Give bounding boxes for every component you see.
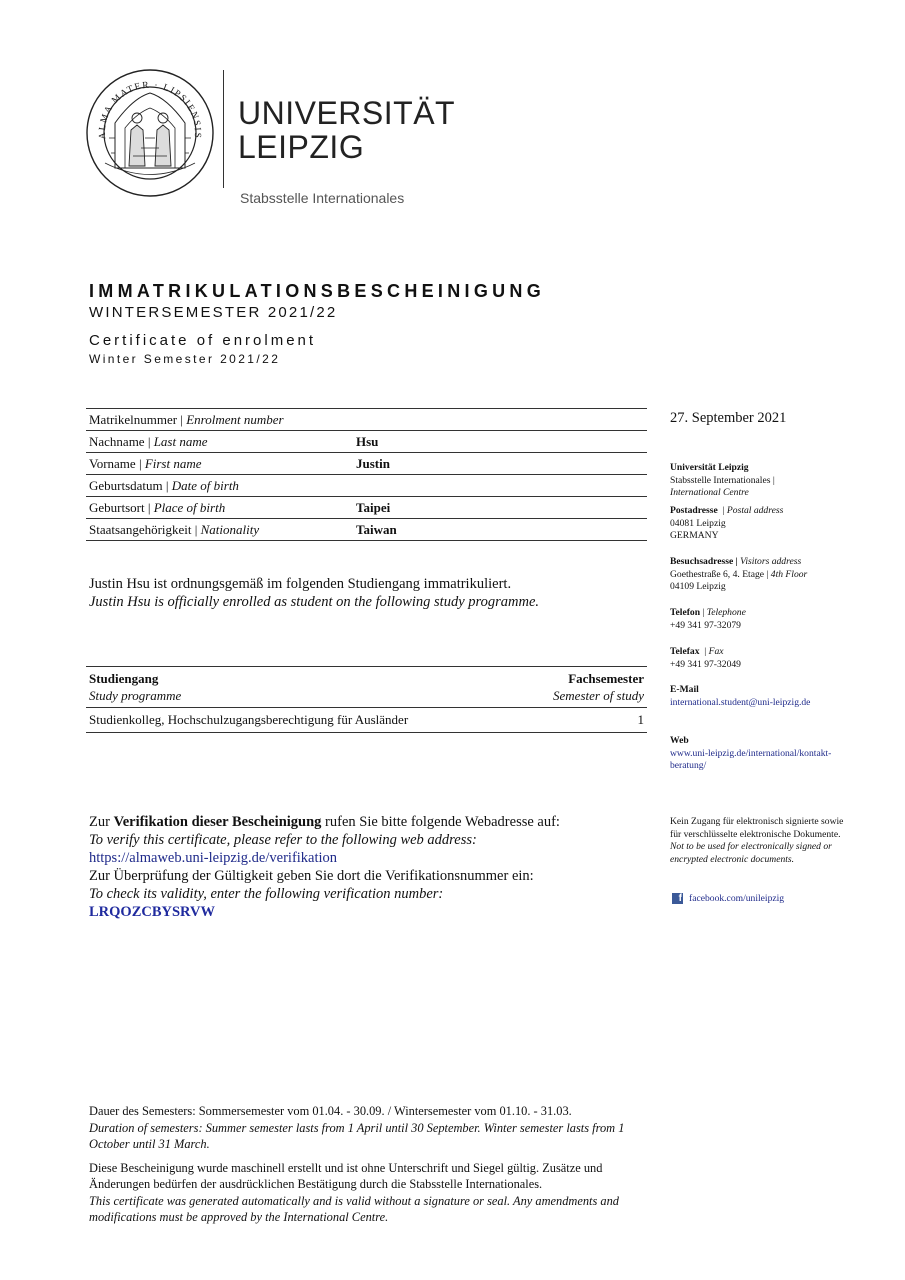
electronic-notice: Kein Zugang für elektronisch signierte sowie für verschlüsselte elektronische Dokumente. Not to be used for electronically signed or encrypted electronic documents.: [670, 816, 844, 865]
footer-notes: [89, 1103, 649, 1226]
study-programme-table: [86, 666, 647, 733]
statement-en: Justin Hsu is officially enrolled as student on the following study programme.: [89, 594, 540, 610]
row-label: Geburtsdatum | Date of birth: [89, 478, 239, 493]
nationality-value: Taiwan: [356, 522, 397, 537]
web-link[interactable]: www.uni-leipzig.de/international/kontakt- beratung/: [670, 747, 832, 772]
table-row: [86, 409, 647, 431]
department-name: Stabsstelle Internationales: [240, 190, 405, 206]
table-row: [86, 497, 647, 519]
table-row: [86, 708, 647, 733]
first-name-value: Justin: [356, 456, 390, 471]
org-contact: Universität Leipzig Stabsstelle Internationales | International Centre: [670, 462, 775, 499]
semester-duration-de: Dauer des Semesters: Sommersemester vom 01.04. - 30.09. / Wintersemester vom 01.10. - 31.03.: [89, 1104, 572, 1118]
verification-line-de: Zur Verifikation dieser Bescheinigung rufen Sie bitte folgende Webadresse auf:: [89, 814, 560, 830]
validity-notice-en: This certificate was generated automatically and is valid without a signature or seal. Any amendments and modifications must be approved by the International Centre.: [89, 1193, 619, 1224]
fax-contact: Telefax | Fax +49 341 97-32049: [670, 646, 741, 670]
facebook-link[interactable]: facebook.com/unileipzig: [689, 893, 785, 904]
verification-url-link[interactable]: https://almaweb.uni-leipzig.de/verifikation: [89, 850, 338, 866]
verification-line-en: To verify this certificate, please refer to the following web address:: [89, 832, 477, 848]
place-of-birth-value: Taipei: [356, 500, 391, 515]
row-label: Staatsangehörigkeit | Nationality: [89, 522, 260, 537]
issue-date: 27. September 2021: [670, 410, 787, 426]
postal-address: Postadresse | Postal address 04081 Leipzig GERMANY: [670, 505, 784, 542]
university-name-line1: UNIVERSITÄT: [238, 95, 456, 131]
row-label: Matrikelnummer | Enrolment number: [89, 412, 284, 427]
personal-data-table: [86, 408, 647, 541]
email-contact: E-Mail international.student@uni-leipzig.de: [670, 684, 870, 709]
col-programme-en: Study programme: [89, 688, 182, 703]
verification-code: LRQOZCBYSRVW: [89, 904, 215, 920]
table-header: [86, 667, 647, 708]
table-row: [86, 431, 647, 453]
statement-de: Justin Hsu ist ordnungsgemäß im folgenden Studiengang immatrikuliert.: [89, 576, 512, 592]
row-label: Geburtsort | Place of birth: [89, 500, 226, 515]
visitors-address: Besuchsadresse | Visitors address Goethestraße 6, 4. Etage | 4th Floor 04109 Leipzig: [670, 556, 808, 593]
table-row: [86, 475, 647, 497]
table-row: [86, 519, 647, 541]
verification-block: [89, 813, 560, 921]
header-divider: [223, 70, 224, 188]
facebook-icon[interactable]: f: [672, 893, 683, 904]
last-name-value: Hsu: [356, 434, 379, 449]
semester-duration-en: Duration of semesters: Summer semester lasts from 1 April until 30 September. Winter semester lasts from 1 October until 31 March.: [89, 1120, 625, 1151]
row-label: Nachname | Last name: [89, 434, 208, 449]
enrolment-statement: [89, 575, 539, 611]
table-row: [86, 453, 647, 475]
col-semester-en: Semester of study: [553, 688, 644, 703]
row-label: Vorname | First name: [89, 456, 202, 471]
phone-contact: Telefon | Telephone +49 341 97-32079: [670, 607, 746, 631]
university-seal-logo: [85, 68, 215, 198]
email-link[interactable]: international.student@uni-leipzig.de: [670, 696, 811, 708]
document-title-en: Certificate of enrolment: [89, 332, 317, 349]
validity-notice-de: Diese Bescheinigung wurde maschinell erstellt und ist ohne Unterschrift und Siegel gültig. Zusätze und Änderungen bedürfen der ausdrücklichen Bestätigung durch die Stabsstelle Internationales.: [89, 1160, 603, 1191]
programme-value: Studienkolleg, Hochschulzugangsberechtigung für Ausländer: [89, 712, 409, 727]
semester-en: Winter Semester 2021/22: [89, 352, 281, 366]
col-programme-de: Studiengang: [89, 671, 159, 686]
svg-text:ALMA MATER · LIPSIENSIS: ALMA MATER · LIPSIENSIS: [97, 80, 203, 140]
col-semester-de: Fachsemester: [568, 671, 644, 686]
validity-line-de: Zur Überprüfung der Gültigkeit geben Sie dort die Verifikationsnummer ein:: [89, 868, 534, 884]
university-name-line2: LEIPZIG: [238, 129, 365, 165]
semester-value: 1: [637, 712, 644, 727]
document-title-de: IMMATRIKULATIONSBESCHEINIGUNG: [89, 281, 546, 301]
semester-de: WINTERSEMESTER 2021/22: [89, 304, 338, 321]
web-contact: Web www.uni-leipzig.de/international/kontakt- beratung/: [670, 735, 870, 773]
validity-line-en: To check its validity, enter the following verification number:: [89, 886, 444, 902]
